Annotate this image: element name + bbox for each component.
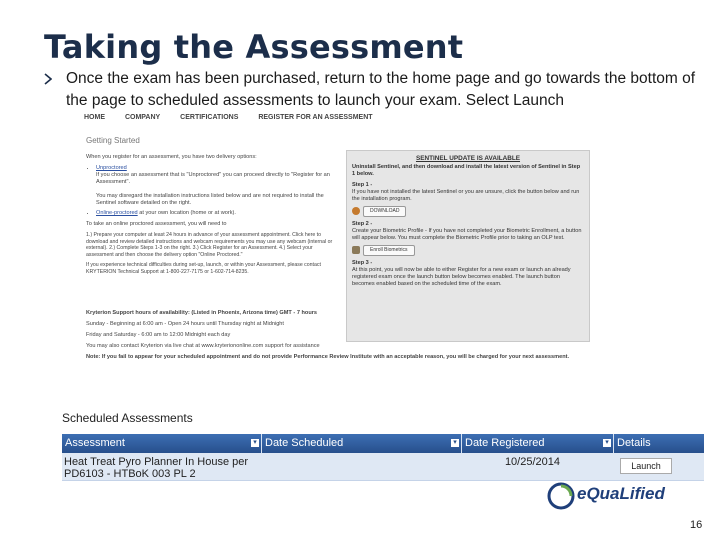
col-assessment[interactable]: Assessment ▾ (62, 434, 262, 453)
step1-text: If you have not installed the latest Sentinel or you are unsure, click the button below and run the installation program. (352, 189, 580, 202)
equalified-logo (547, 482, 715, 518)
assessment-name: Heat Treat Pyro Planner In House per PD6103 - HTBoK 003 PL 2 (64, 456, 249, 480)
support-info (86, 310, 592, 365)
enroll-biometrics-button[interactable]: Enroll Biometrics (363, 245, 415, 256)
download-button[interactable]: DOWNLOAD (363, 206, 406, 217)
table-header (62, 434, 704, 453)
option-unproctored: • Unproctored If you choose an assessment that is "Unproctored" you can proceed directly to "Register for an Assessment". You may disregard the installation instructions listed below and are not required to install the Sentinel software detailed on the right. (96, 165, 336, 207)
sentinel-title: SENTINEL UPDATE IS AVAILABLE (415, 155, 521, 162)
col-details: Details (617, 437, 651, 449)
step2-text: Create your Biometric Profile - If you have not completed your Biometric Enrollment, a button will appear below. You must complete the Biometric Profile prior to taking an OLP test. (352, 228, 582, 241)
proctored-intro: To take an online proctored assessment, you will need to (86, 221, 227, 227)
support-hours-1: Sunday - Beginning at 6:00 am - Open 24 hours until Thursday night at Midnight (86, 321, 284, 327)
option-online-proctored: • Online-proctored at your own location (home or at work). (96, 210, 336, 217)
date-registered: 10/25/2014 (504, 456, 560, 468)
sort-icon[interactable]: ▾ (451, 439, 459, 447)
live-chat-text: You may also contact Kryterion via live chat at www.kryteriononline.com support for assistance (86, 343, 320, 349)
col-date-scheduled[interactable]: Date Scheduled ▾ (262, 434, 462, 453)
proctored-steps: 1.) Prepare your computer at least 24 hours in advance of your assessment appointment. Click here to download and review detailed instructions and webcam requirements you may use any webcam (internal or external). 2.) Complete Steps 1-3 on the right. 3.) Click Register for an Assessment. 4.) Select your assessment and then choose the delivery option "Online Proctored." (86, 232, 333, 258)
support-hours-title: Kryterion Support hours of availability: (Listed in Phoenix, Arizona time) GMT - 7 hours (86, 310, 318, 316)
logo-text: eQuaLified (577, 484, 665, 503)
delivery-options (86, 154, 336, 279)
getting-started-heading: Getting Started (86, 136, 140, 145)
sort-icon[interactable]: ▾ (603, 439, 611, 447)
bullet-arrow-icon (44, 72, 52, 86)
scheduled-assessments-heading: Scheduled Assessments (62, 411, 193, 425)
nav-register[interactable]: REGISTER FOR AN ASSESSMENT (258, 114, 373, 121)
tech-support-text: If you experience technical difficulties during set-up, launch, or within your Assessment, please contact KRYTERION Technical Support at 1-800-227-7175 or 1-602-714-8235. (86, 262, 321, 275)
biometric-icon (352, 246, 360, 254)
logo-mark-icon (547, 482, 575, 510)
step3-text: At this point, you will now be able to either Register for a new exam or launch an already registered exam once the launch button below becomes enabled. The launch button becomes enabled based on the scheduled time of the exam. (352, 267, 571, 287)
no-show-note: Note: If you fail to appear for your scheduled appointment and do not provide Performance Review Institute with an acceptable reason, you will be charged for your next assessment. (86, 354, 570, 360)
nav-company[interactable]: COMPANY (124, 114, 161, 121)
slide-title: Taking the Assessment (44, 28, 464, 66)
sort-icon[interactable]: ▾ (251, 439, 259, 447)
online-proctored-link[interactable]: Online-proctored (96, 210, 138, 216)
intro-text: When you register for an assessment, you have two delivery options: (86, 154, 257, 160)
step1-label: Step 1 - (352, 182, 373, 188)
unproctored-link[interactable]: Unproctored (96, 165, 127, 171)
web-screenshot (84, 114, 609, 410)
sentinel-icon (352, 207, 360, 215)
col-date-registered[interactable]: Date Registered ▾ (462, 434, 614, 453)
nav-certifications[interactable]: CERTIFICATIONS (180, 114, 239, 121)
table-row (62, 453, 704, 481)
launch-button[interactable]: Launch (620, 458, 672, 474)
support-hours-2: Friday and Saturday - 6:00 am to 12:00 Midnight each day (86, 332, 231, 338)
step3-label: Step 3 - (352, 260, 373, 266)
step2-label: Step 2 - (352, 221, 373, 227)
top-navigation (84, 114, 391, 124)
slide-body-text: Once the exam has been purchased, return to the home page and go towards the bottom of the page to scheduled assessments to launch your exam. Select Launch (66, 70, 696, 109)
nav-home[interactable]: HOME (84, 114, 105, 121)
sentinel-intro: Uninstall Sentinel, and then download and install the latest version of Sentinel in Step 1 below. (352, 164, 581, 177)
page-number: 16 (690, 519, 703, 531)
